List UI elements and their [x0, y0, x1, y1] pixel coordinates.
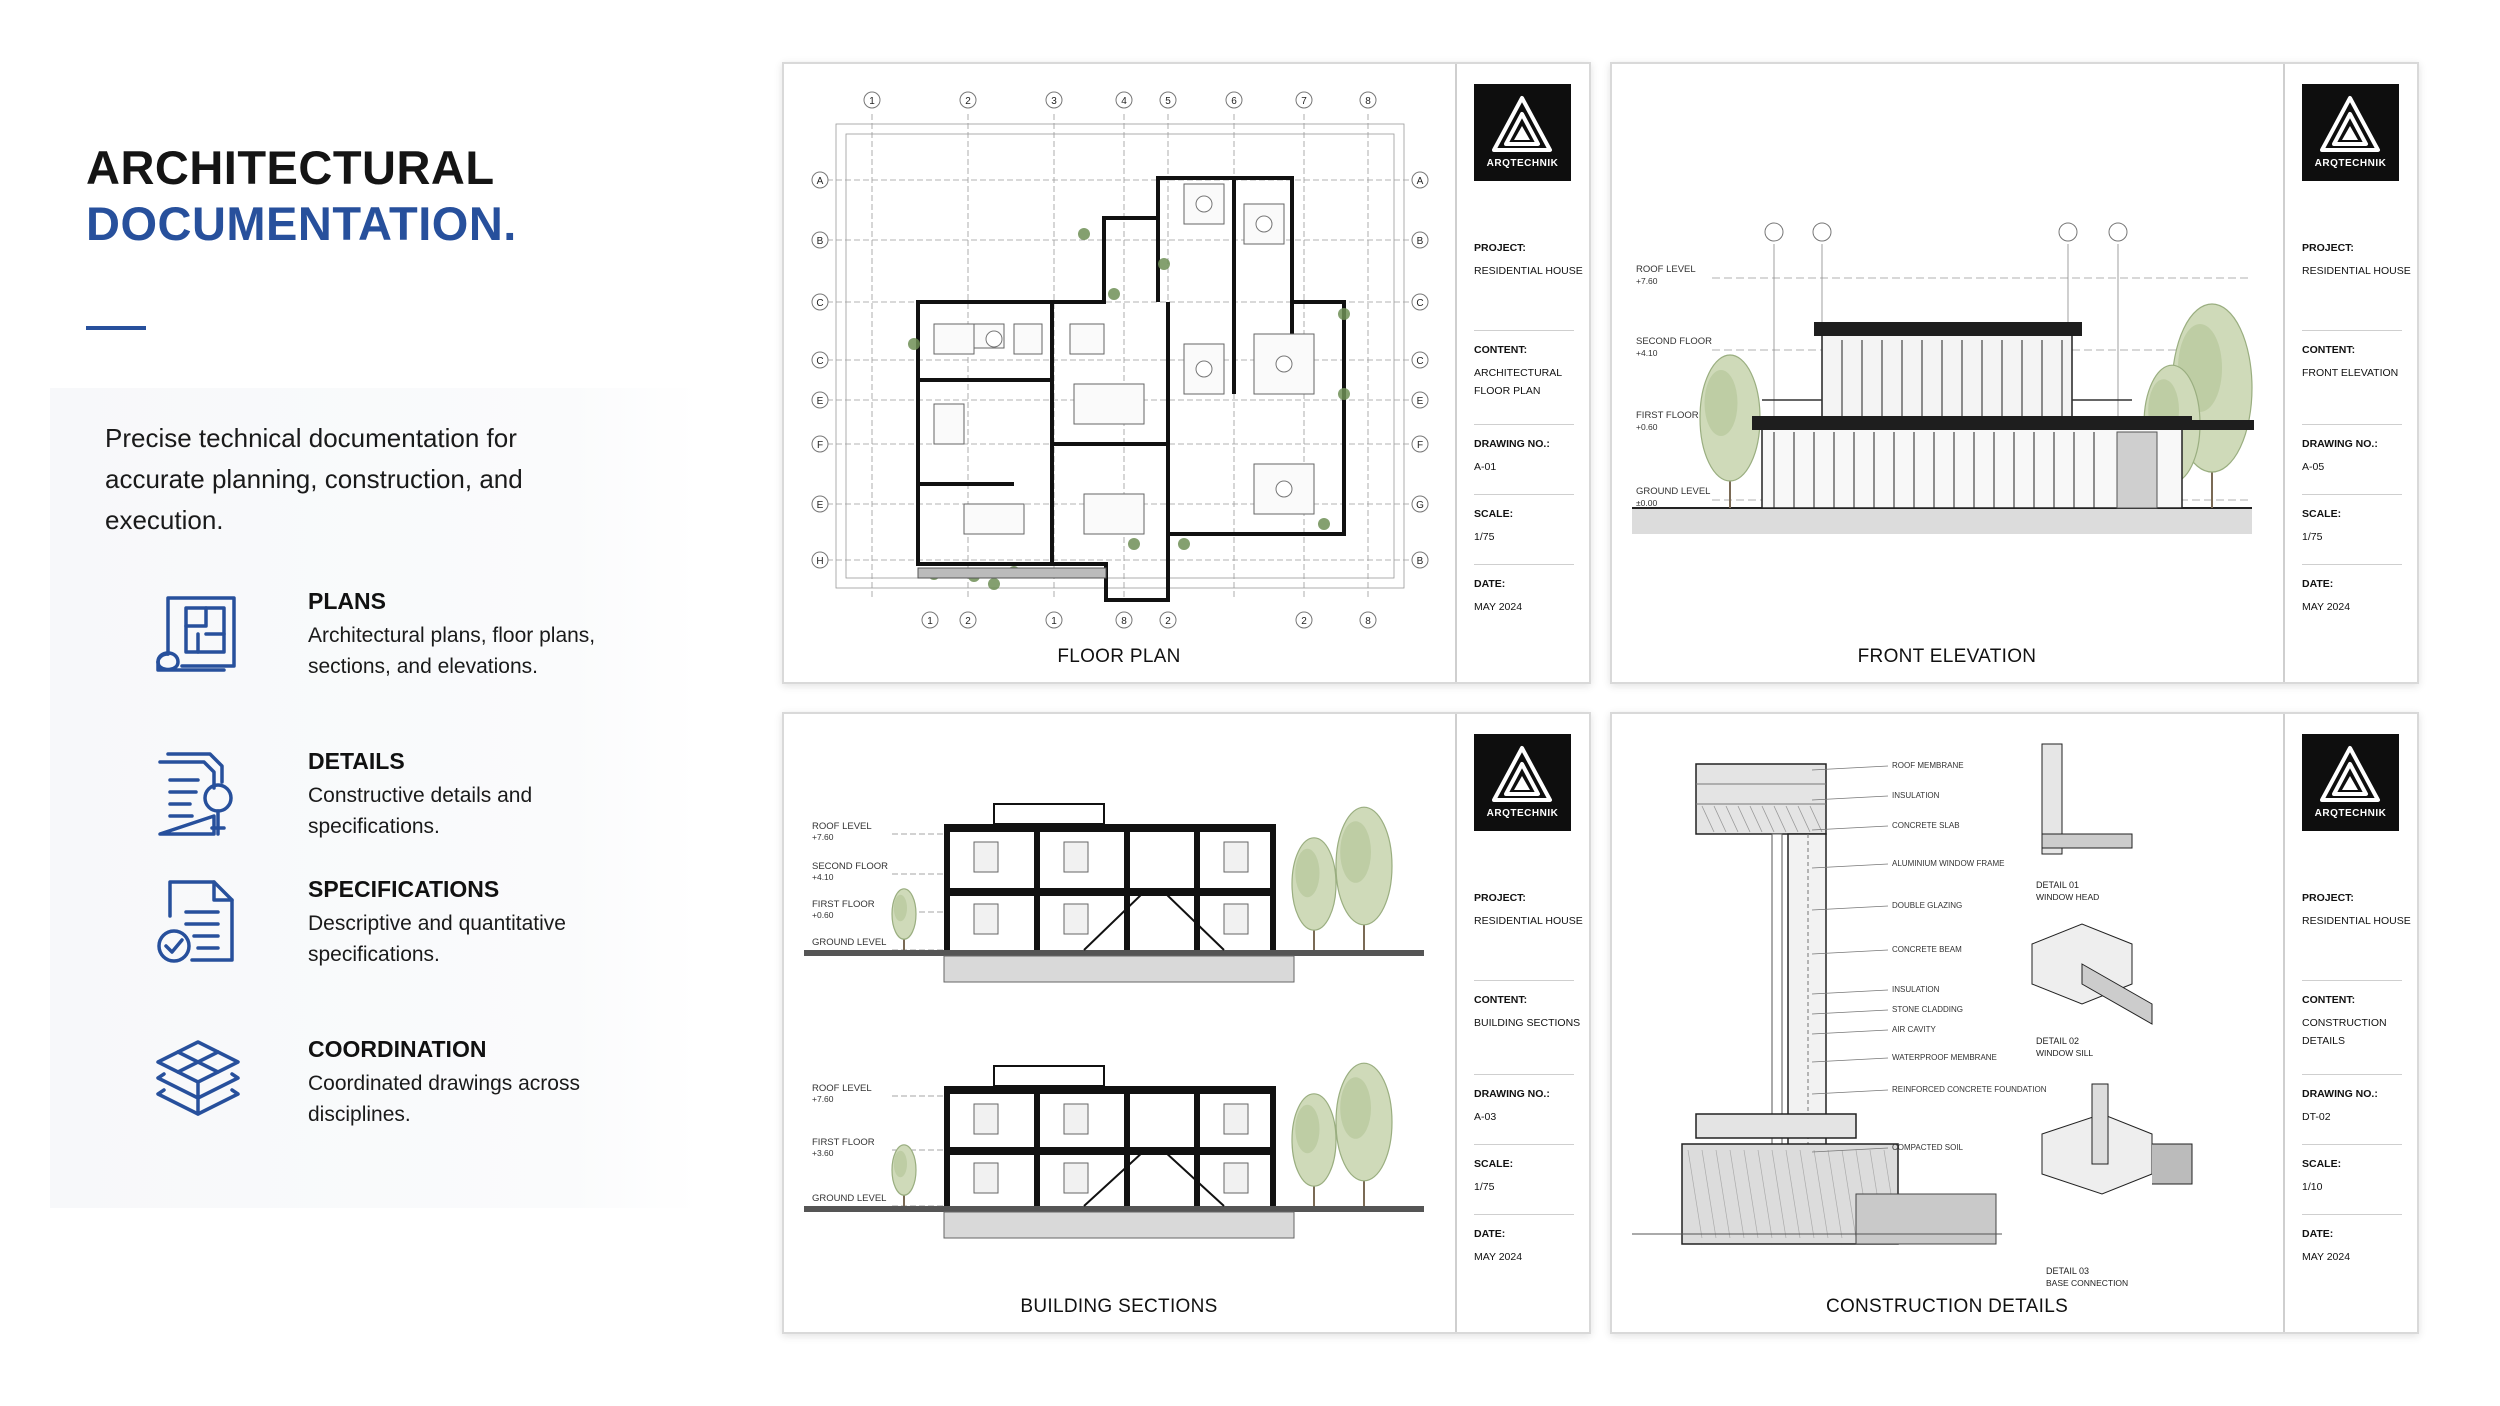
- title-block-label: DRAWING NO.:: [1474, 438, 1550, 450]
- sheet-caption: CONSTRUCTION DETAILS: [1825, 1296, 2069, 1317]
- grid-bubble-label: E: [1416, 396, 1424, 407]
- tree: [892, 889, 916, 950]
- title-block-label: DRAWING NO.:: [2302, 438, 2378, 450]
- level-value: +7.60: [812, 832, 834, 842]
- wall-section-detail: [1632, 764, 2005, 1244]
- level-label: ROOF LEVEL: [812, 1083, 872, 1094]
- sheet-construction-details: [1610, 712, 2419, 1334]
- grid-bubble-label: 4: [1121, 96, 1127, 107]
- title-block-divider: [1474, 980, 1574, 981]
- level-value: +7.60: [812, 1094, 834, 1104]
- detail-annotation: STONE CLADDING: [1892, 1005, 1963, 1014]
- grid-bubble-label: 2: [1301, 616, 1307, 627]
- grid-bubble-label: B: [1416, 236, 1424, 247]
- detail-annotation: INSULATION: [1892, 791, 1940, 800]
- title-block-project: RESIDENTIAL HOUSE: [2302, 915, 2411, 927]
- section-upper: [804, 804, 1424, 982]
- title-block-date: MAY 2024: [2302, 601, 2351, 613]
- level-value: +4.10: [1636, 348, 1658, 358]
- detail-annotation: ROOF MEMBRANE: [1892, 761, 1964, 770]
- title-block-divider: [1474, 494, 1574, 495]
- grid-bubble-label: F: [1416, 440, 1424, 451]
- grid-bubble-label: 8: [1365, 96, 1371, 107]
- title-block-label: PROJECT:: [1474, 242, 1526, 254]
- title-block-divider: [1474, 1144, 1574, 1145]
- feature-details: [152, 748, 672, 888]
- title-block-label: DATE:: [2302, 578, 2334, 590]
- level-label: FIRST FLOOR: [812, 1137, 875, 1148]
- title-block-label: PROJECT:: [2302, 242, 2354, 254]
- level-value: +3.60: [812, 1148, 834, 1158]
- detail-subtitle: WINDOW SILL: [2036, 1048, 2094, 1058]
- title-block-divider: [2302, 1144, 2402, 1145]
- detail-annotation: CONCRETE SLAB: [1892, 821, 1960, 830]
- title-block: [2283, 714, 2417, 1332]
- title-block-date: MAY 2024: [1474, 1251, 1523, 1263]
- title-block-drawing-no: A-05: [2302, 461, 2325, 473]
- grid-bubble-label: H: [816, 556, 824, 567]
- feature-description: Architectural plans, floor plans, sections, and elevations.: [308, 624, 596, 678]
- grid-bubble-label: 1: [869, 96, 875, 107]
- tree: [1292, 838, 1336, 950]
- title-block-label: DATE:: [2302, 1228, 2334, 1240]
- feature-title: DETAILS: [308, 748, 405, 774]
- level-label: ROOF LEVEL: [1636, 264, 1696, 275]
- drawing: [784, 714, 1454, 1294]
- title-block-project: RESIDENTIAL HOUSE: [2302, 265, 2411, 277]
- detail-annotation: ALUMINIUM WINDOW FRAME: [1892, 859, 2005, 868]
- title-block-scale: 1/75: [2302, 531, 2323, 543]
- sheet-front-elevation: [1610, 62, 2419, 684]
- tree: [1336, 1063, 1392, 1206]
- title-block-label: PROJECT:: [1474, 892, 1526, 904]
- title-block-divider: [2302, 980, 2402, 981]
- document-magnifier-icon: [152, 748, 244, 840]
- grid-bubble-label: 2: [965, 616, 971, 627]
- detail-annotation: COMPACTED SOIL: [1892, 1143, 1963, 1152]
- level-label: GROUND LEVEL: [812, 937, 887, 948]
- title-block-label: SCALE:: [2302, 508, 2342, 520]
- grid-bubble-label: A: [1416, 176, 1424, 187]
- level-label: FIRST FLOOR: [1636, 410, 1699, 421]
- drawing: [1612, 714, 2282, 1294]
- title-block: [1455, 714, 1589, 1332]
- tree: [1292, 1094, 1336, 1206]
- title-block-date: MAY 2024: [2302, 1251, 2351, 1263]
- title-block-content: BUILDING SECTIONS: [1474, 1017, 1581, 1029]
- detail-subtitle: BASE CONNECTION: [2046, 1278, 2129, 1288]
- title-block-divider: [2302, 424, 2402, 425]
- checklist-icon: [152, 876, 244, 968]
- feature-description: Constructive details and specifications.: [308, 784, 533, 838]
- title-block-divider: [2302, 330, 2402, 331]
- feature-description: Coordinated drawings across disciplines.: [308, 1072, 580, 1126]
- detail-title: DETAIL 03: [2046, 1266, 2090, 1276]
- grid-bubble-label: 1: [927, 616, 933, 627]
- detail-annotation: DOUBLE GLAZING: [1892, 901, 1963, 910]
- sheet-building-sections: [782, 712, 1591, 1334]
- feature-coordination: [152, 1036, 672, 1176]
- arqtechnik-logo: ARQTECHNIK: [2302, 84, 2399, 181]
- sheet-floor-plan: [782, 62, 1591, 684]
- title-block-scale: 1/75: [1474, 531, 1495, 543]
- title-block-scale: 1/10: [2302, 1181, 2323, 1193]
- grid-bubble-label: 1: [1051, 616, 1057, 627]
- title-block-divider: [2302, 494, 2402, 495]
- tree: [1336, 807, 1392, 950]
- title-block-divider: [1474, 1214, 1574, 1215]
- level-label: SECOND FLOOR: [1636, 336, 1713, 347]
- sheet-caption: BUILDING SECTIONS: [1020, 1296, 1218, 1317]
- feature-title: SPECIFICATIONS: [308, 876, 500, 902]
- title-block-label: DATE:: [1474, 578, 1506, 590]
- layers-icon: [152, 1036, 244, 1128]
- grid-bubble-label: C: [816, 298, 824, 309]
- grid-bubble-label: G: [1416, 500, 1424, 511]
- title-block-divider: [1474, 564, 1574, 565]
- detail-title: DETAIL 01: [2036, 880, 2080, 890]
- grid-bubble-label: E: [816, 396, 824, 407]
- level-value: +4.10: [812, 872, 834, 882]
- level-value: ±0.00: [1636, 498, 1658, 508]
- title-block-project: RESIDENTIAL HOUSE: [1474, 265, 1583, 277]
- title-block-content: CONSTRUCTION DETAILS: [2302, 1017, 2387, 1047]
- title-line-1: ARCHITECTURAL: [86, 141, 495, 194]
- grid-bubble-label: B: [1416, 556, 1424, 567]
- grid-bubble-label: B: [816, 236, 824, 247]
- sheet-caption: FLOOR PLAN: [1057, 646, 1181, 667]
- title-block-divider: [2302, 1214, 2402, 1215]
- grid-bubble-label: E: [816, 500, 824, 511]
- title-line-2: DOCUMENTATION.: [86, 197, 517, 250]
- drawing: [1612, 64, 2282, 644]
- title-block-label: CONTENT:: [2302, 344, 2356, 356]
- title-block-label: CONTENT:: [1474, 344, 1528, 356]
- level-value: +0.60: [812, 910, 834, 920]
- grid-bubble-label: 2: [965, 96, 971, 107]
- title-block-content: ARCHITECTURAL FLOOR PLAN: [1474, 367, 1562, 397]
- level-label: SECOND FLOOR: [812, 861, 889, 872]
- grid-bubble-label: 8: [1365, 616, 1371, 627]
- feature-title: PLANS: [308, 588, 386, 614]
- grid-bubble-label: 3: [1051, 96, 1057, 107]
- grid-bubble-label: 6: [1231, 96, 1237, 107]
- detail-title: DETAIL 02: [2036, 1036, 2080, 1046]
- title-block-drawing-no: DT-02: [2302, 1111, 2331, 1123]
- title-block-divider: [2302, 1074, 2402, 1075]
- detail-annotation: AIR CAVITY: [1892, 1025, 1936, 1034]
- level-label: ROOF LEVEL: [812, 821, 872, 832]
- grid-bubble-label: 5: [1165, 96, 1171, 107]
- accent-rule: [86, 326, 146, 330]
- grid-bubble-label: 2: [1165, 616, 1171, 627]
- title-block: [1455, 64, 1589, 682]
- grid-bubble-label: 8: [1121, 616, 1127, 627]
- title-block-scale: 1/75: [1474, 1181, 1495, 1193]
- page-title: [86, 140, 517, 252]
- level-label: GROUND LEVEL: [812, 1193, 887, 1204]
- grid-bubble-label: C: [816, 356, 824, 367]
- feature-description: Descriptive and quantitative specifications.: [308, 912, 566, 966]
- detail-annotation: WATERPROOF MEMBRANE: [1892, 1053, 1997, 1062]
- title-block-drawing-no: A-01: [1474, 461, 1497, 473]
- feature-title: COORDINATION: [308, 1036, 487, 1062]
- title-block-content: FRONT ELEVATION: [2302, 367, 2399, 379]
- grid-bubble-label: C: [1416, 298, 1424, 309]
- title-block-label: SCALE:: [2302, 1158, 2342, 1170]
- arqtechnik-logo: ARQTECHNIK: [1474, 734, 1571, 831]
- title-block-label: DRAWING NO.:: [1474, 1088, 1550, 1100]
- title-block-date: MAY 2024: [1474, 601, 1523, 613]
- arqtechnik-logo: ARQTECHNIK: [1474, 84, 1571, 181]
- level-value: +0.60: [1636, 422, 1658, 432]
- title-block-label: CONTENT:: [2302, 994, 2356, 1006]
- grid-bubble-label: F: [816, 440, 824, 451]
- detail-annotation: CONCRETE BEAM: [1892, 945, 1962, 954]
- grid-bubble-label: C: [1416, 356, 1424, 367]
- detail-annotation: INSULATION: [1892, 985, 1940, 994]
- feature-plans: [152, 588, 672, 728]
- title-block-divider: [1474, 424, 1574, 425]
- level-label: GROUND LEVEL: [1636, 486, 1711, 497]
- title-block-drawing-no: A-03: [1474, 1111, 1497, 1123]
- section-lower: [804, 1063, 1424, 1238]
- detail-annotation: REINFORCED CONCRETE FOUNDATION: [1892, 1085, 2047, 1094]
- sheet-caption: FRONT ELEVATION: [1857, 646, 2037, 667]
- level-value: +7.60: [1636, 276, 1658, 286]
- title-block-divider: [1474, 1074, 1574, 1075]
- title-block: [2283, 64, 2417, 682]
- title-block-label: SCALE:: [1474, 508, 1514, 520]
- title-block-divider: [2302, 564, 2402, 565]
- title-block-project: RESIDENTIAL HOUSE: [1474, 915, 1583, 927]
- intro-text: Precise technical documentation for accurate planning, construction, and execution.: [105, 423, 523, 535]
- level-label: FIRST FLOOR: [812, 899, 875, 910]
- title-block-label: SCALE:: [1474, 1158, 1514, 1170]
- blueprint-icon: [152, 588, 244, 680]
- title-block-label: CONTENT:: [1474, 994, 1528, 1006]
- tree: [892, 1145, 916, 1206]
- title-block-divider: [1474, 330, 1574, 331]
- title-block-label: DATE:: [1474, 1228, 1506, 1240]
- grid-bubble-label: 7: [1301, 96, 1307, 107]
- title-block-label: DRAWING NO.:: [2302, 1088, 2378, 1100]
- detail-thumbnails: [2032, 744, 2192, 1194]
- drawing: [784, 64, 1454, 644]
- arqtechnik-logo: ARQTECHNIK: [2302, 734, 2399, 831]
- feature-specifications: [152, 876, 672, 1016]
- title-block-label: PROJECT:: [2302, 892, 2354, 904]
- detail-subtitle: WINDOW HEAD: [2036, 892, 2100, 902]
- grid-bubble-label: A: [816, 176, 824, 187]
